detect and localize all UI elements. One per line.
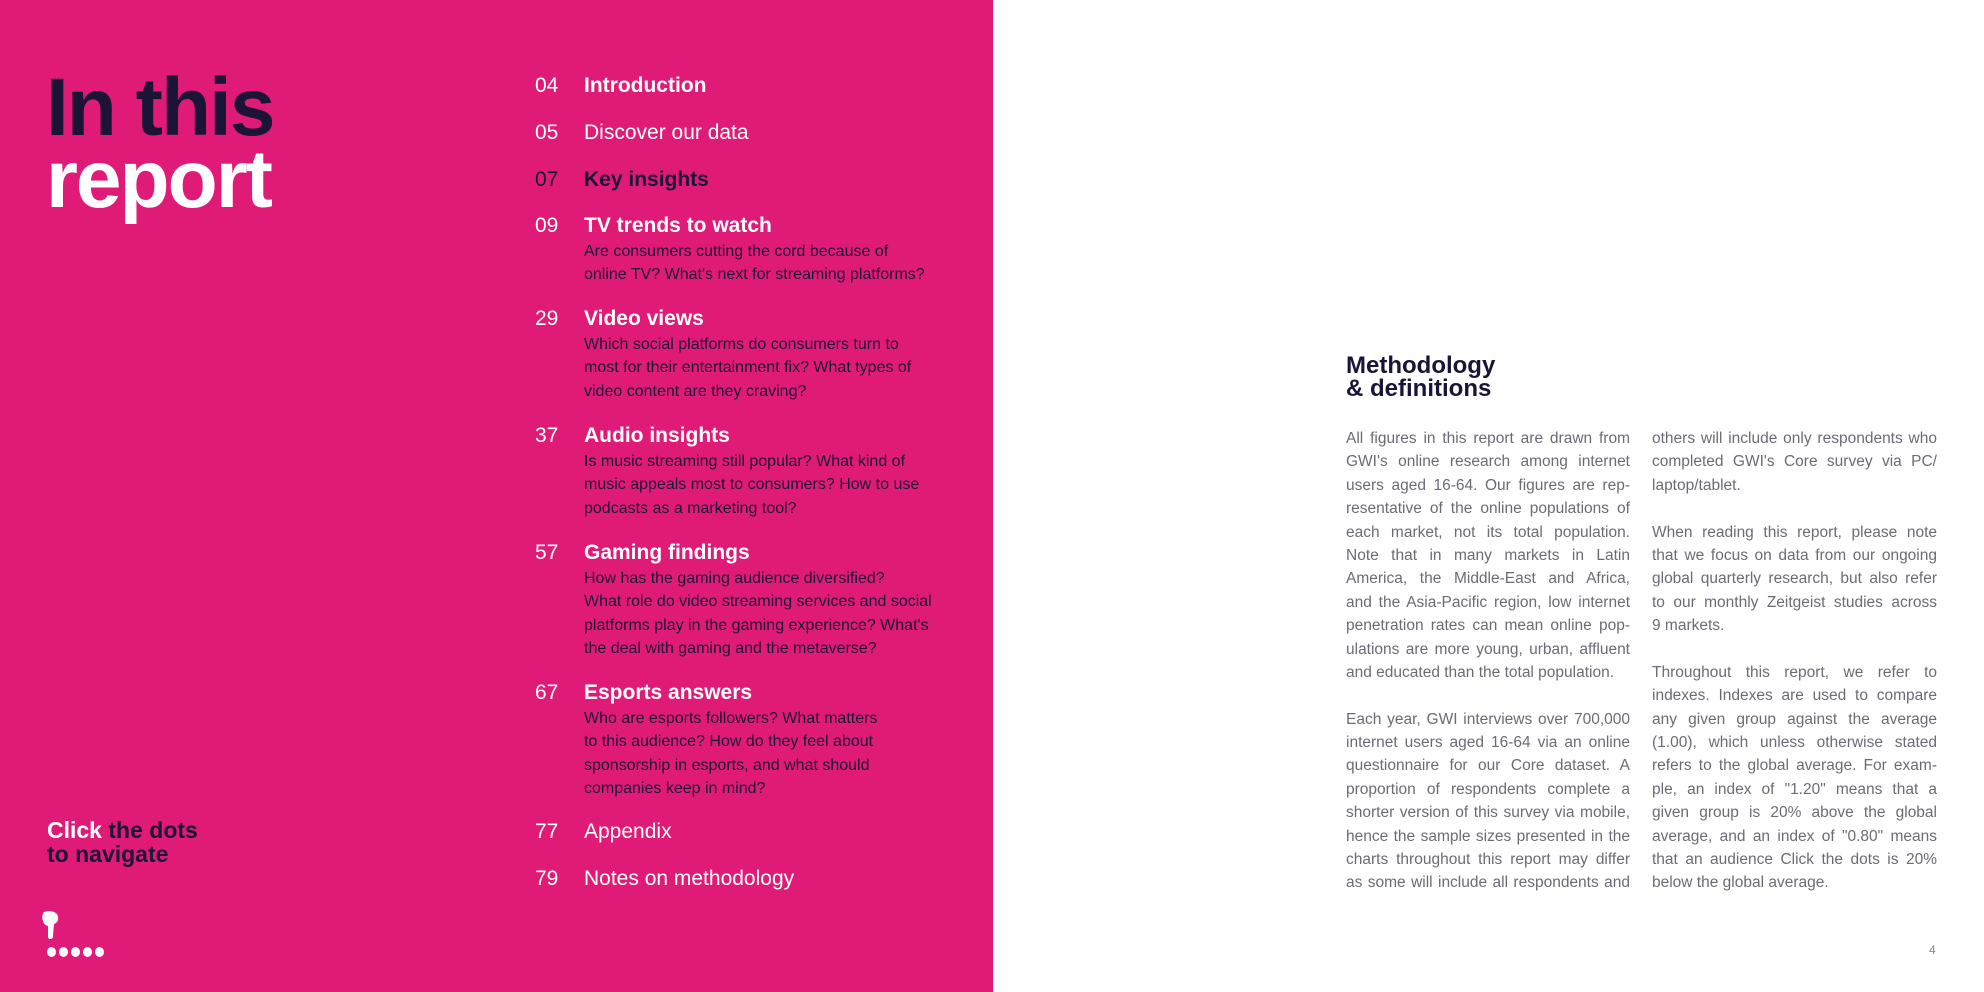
paragraph-line: penetration rates can mean online pop- — [1346, 617, 1630, 635]
toc-description — [584, 567, 932, 661]
paragraph-line: average, and an index of "0.80" means — [1652, 827, 1937, 845]
toc-title-link[interactable]: Video views — [584, 307, 704, 330]
title-line-2: report — [46, 134, 271, 225]
toc-description — [584, 450, 919, 520]
toc-page-number: 79 — [535, 867, 559, 890]
paragraph-line: All figures in this report are drawn from — [1346, 430, 1630, 447]
nav-dot[interactable] — [95, 947, 104, 957]
methodology-heading — [1346, 354, 1495, 400]
toc-page-number: 67 — [535, 681, 559, 704]
toc-title-link[interactable]: Introduction — [584, 74, 707, 97]
paragraph-line: Note that in many markets in Latin — [1346, 546, 1630, 564]
toc-title-link[interactable]: Esports answers — [584, 681, 753, 704]
methodology-column-2 — [1652, 427, 1937, 895]
navigation-dots — [47, 947, 104, 957]
paragraph-line: refers to the global average. For exam- — [1652, 757, 1937, 775]
nav-dot[interactable] — [71, 947, 80, 957]
paragraph-line: shorter version of this survey via mobile, — [1346, 804, 1630, 822]
navigation-hint — [47, 818, 198, 866]
heading-line-1: Methodology — [1346, 352, 1496, 379]
paragraph-line: resentative of the online populations of — [1346, 500, 1630, 518]
toc-title-link[interactable]: Key insights — [584, 168, 709, 191]
title-line-1: In this — [46, 62, 274, 153]
pointing-hand-icon — [40, 910, 62, 940]
paragraph-line: hence the sample sizes presented in the — [1346, 827, 1630, 845]
paragraph-line: Each year, GWI interviews over 700,000 — [1346, 710, 1630, 728]
paragraph-line: that we focus on data from our ongoing — [1652, 546, 1937, 564]
paragraph-line: others will include only respondents who — [1652, 430, 1937, 447]
paragraph-line: When reading this report, please note — [1652, 523, 1937, 541]
paragraph-line: questionnaire for our Core dataset. A — [1346, 757, 1630, 775]
toc-description — [584, 333, 911, 403]
toc-description-line: platforms play in the gaming experience? What's — [584, 616, 929, 634]
paragraph-line: each market, not its total population. — [1346, 523, 1630, 541]
page-number: 4 — [1929, 943, 1936, 957]
nav-hint-click: Click — [47, 817, 102, 843]
toc-description-line: What role do video streaming services and social — [584, 593, 932, 611]
toc-page-number: 09 — [535, 214, 559, 237]
toc-page-number: 05 — [535, 121, 559, 144]
toc-page-number: 04 — [535, 74, 559, 97]
nav-dot[interactable] — [47, 947, 56, 957]
nav-dot[interactable] — [83, 947, 92, 957]
toc-page-number: 29 — [535, 307, 559, 330]
toc-description-line: sponsorship in esports, and what should — [584, 756, 870, 774]
paragraph-line: internet users aged 16-64 via an online — [1346, 734, 1630, 752]
methodology-column-1 — [1346, 427, 1630, 895]
page-title — [46, 62, 274, 225]
toc-title-link[interactable]: Appendix — [584, 820, 672, 843]
toc-description-line: most for their entertainment fix? What types of — [584, 359, 912, 377]
nav-hint-line2: to navigate — [47, 841, 169, 867]
paragraph-line: (1.00), which unless otherwise stated — [1652, 734, 1937, 752]
toc-description-line: Are consumers cutting the cord because of — [584, 243, 889, 260]
toc-page-number: 77 — [535, 820, 559, 843]
paragraph-line: and educated than the total population. — [1346, 663, 1615, 681]
paragraph-line: 9 markets. — [1652, 617, 1725, 635]
toc-description-line: Which social platforms do consumers turn to — [584, 336, 899, 353]
paragraph-line: America, the Middle-East and Africa, — [1346, 570, 1630, 588]
toc-description-line: podcasts as a marketing tool? — [584, 499, 797, 517]
toc-title-link[interactable]: Audio insights — [584, 424, 730, 447]
paragraph-line: Throughout this report, we refer to — [1652, 663, 1937, 681]
paragraph-line: ple, an index of "1.20" means that a — [1652, 780, 1937, 798]
paragraph-line: laptop/tablet. — [1652, 476, 1741, 494]
paragraph-line: as some will include all respondents and — [1346, 874, 1630, 892]
toc-description-line: online TV? What's next for streaming platforms? — [584, 266, 925, 284]
toc-title-link[interactable]: TV trends to watch — [584, 214, 772, 237]
toc-description-line: Who are esports followers? What matters — [584, 710, 878, 727]
paragraph-line: to our monthly Zeitgeist studies across — [1652, 593, 1937, 611]
toc-title-link[interactable]: Notes on methodology — [584, 867, 795, 890]
heading-line-2: & definitions — [1346, 375, 1492, 402]
toc-title-link[interactable]: Discover our data — [584, 121, 749, 144]
paragraph-line: users aged 16-64. Our figures are rep- — [1346, 476, 1630, 494]
nav-dot[interactable] — [59, 947, 68, 957]
toc-title-link[interactable]: Gaming findings — [584, 541, 750, 564]
paragraph-line: completed GWI's Core survey via PC/ — [1652, 453, 1937, 471]
paragraph-line: indexes. Indexes are used to compare — [1652, 687, 1937, 705]
toc-page-number: 37 — [535, 424, 559, 447]
toc-description — [584, 707, 877, 801]
paragraph-line: ulations are more young, urban, affluent — [1346, 640, 1630, 658]
toc-description — [584, 240, 925, 287]
paragraph-line: proportion of respondents complete a — [1346, 780, 1630, 798]
nav-hint-rest: the dots — [101, 817, 198, 843]
toc-description-line: video content are they craving? — [584, 382, 807, 400]
toc-description-line: music appeals most to consumers? How to use — [584, 476, 920, 494]
paragraph-line: charts throughout this report may differ — [1346, 851, 1630, 869]
paragraph-line: GWI's online research among internet — [1346, 453, 1630, 471]
paragraph-line: and the Asia-Pacific region, low internet — [1346, 593, 1630, 611]
toc-description-line: Is music streaming still popular? What kind of — [584, 453, 906, 470]
toc-description-line: the deal with gaming and the metaverse? — [584, 640, 877, 658]
toc-description-line: companies keep in mind? — [584, 780, 766, 798]
toc-page-number: 07 — [535, 168, 559, 191]
toc-page-number: 57 — [535, 541, 559, 564]
paragraph-line: below the global average. — [1652, 874, 1829, 892]
paragraph-line: given group is 20% above the global — [1652, 804, 1937, 822]
toc-description-line: to this audience? How do they feel about — [584, 733, 874, 751]
paragraph-line: global quarterly research, but also refer — [1652, 570, 1937, 588]
paragraph-line: any given group against the average — [1652, 710, 1937, 728]
paragraph-line: that an audience Click the dots is 20% — [1652, 851, 1937, 869]
toc-description-line: How has the gaming audience diversified? — [584, 570, 885, 587]
